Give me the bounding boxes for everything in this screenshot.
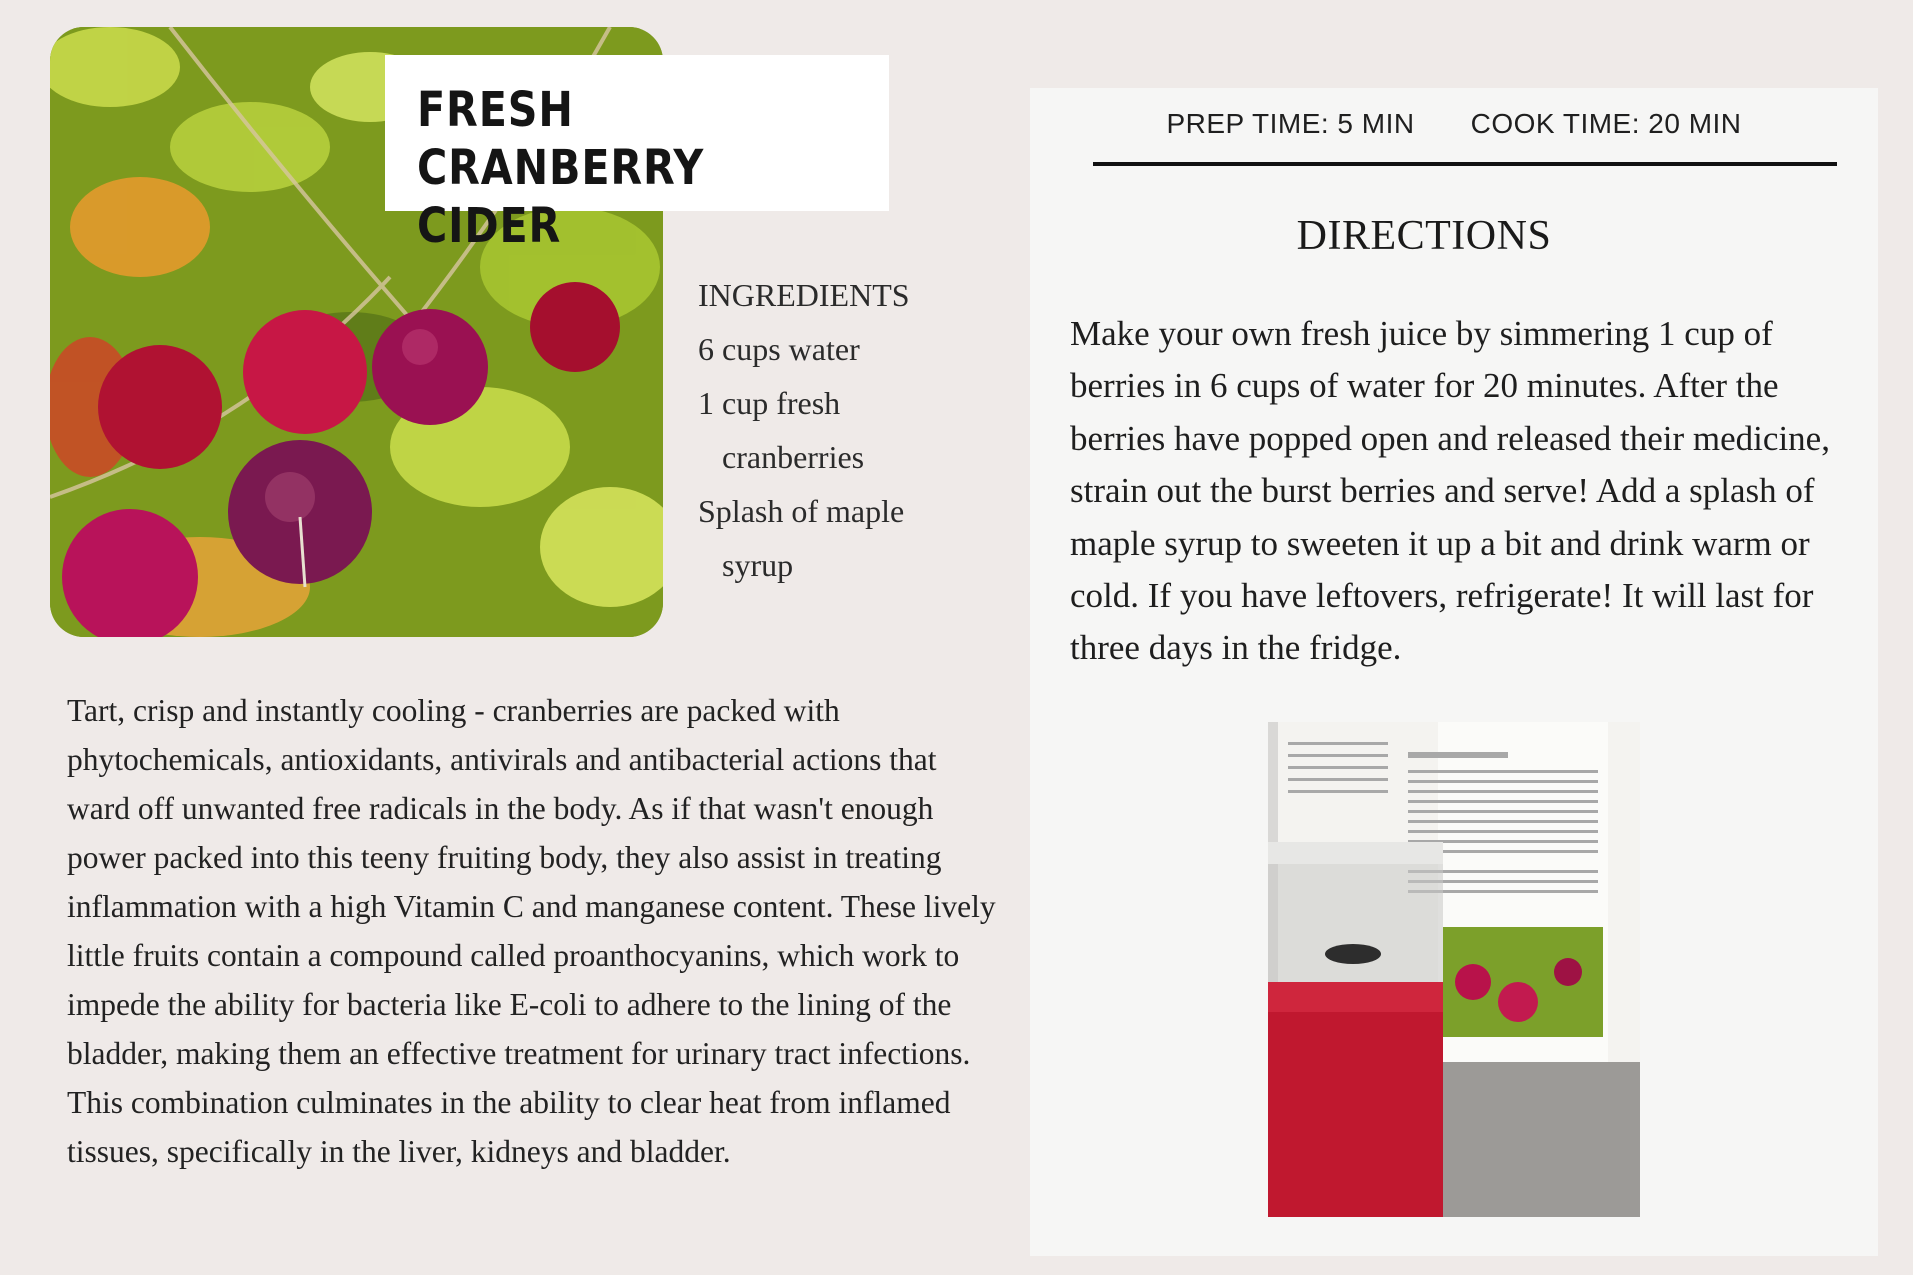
directions-heading: DIRECTIONS — [1296, 213, 1552, 259]
time-info — [1030, 108, 1878, 140]
prep-time: PREP TIME: 5 MIN — [1166, 108, 1415, 139]
directions-text: Make your own fresh juice by simmering 1 cup of berries in 6 cups of water for 20 minutes. After the berries have popped open and released their medicine, strain out the burst berries and serve! Add a splash of maple syrup to sweeten it up a bit and drink warm or cold. If you have leftovers, refrigerate! It will last for three days in the fridge. — [1070, 314, 1830, 668]
ingredient-item: 1 cup fresh cranberries — [698, 385, 865, 475]
cook-time: COOK TIME: 20 MIN — [1470, 108, 1742, 139]
title-box — [385, 55, 889, 254]
recipe-title-line-2: CIDER — [417, 198, 562, 254]
divider — [1093, 162, 1837, 166]
recipe-title — [417, 81, 814, 255]
cider-jar-photo — [1268, 722, 1640, 1217]
recipe-description: Tart, crisp and instantly cooling - cranberries are packed with phytochemicals, antioxidants, antivirals and antibacterial actions that ward off unwanted free radicals in the body. As if that wasn't enough power packed into this teeny fruiting body, they also assist in treating inflammation with a high Vitamin C and manganese content. These lively little fruits contain a compound called proanthocyanins, which work to impede the ability for bacteria like E-coli to adhere to the lining of the bladder, making them an effective treatment for urinary tract infections. This combination culminates in the ability to clear heat from inflamed tissues, specifically in the liver, kidneys and bladder. — [67, 693, 996, 1169]
recipe-title-line-1: FRESH CRANBERRY — [417, 82, 705, 196]
cider-jar-image — [1268, 722, 1640, 1217]
ingredients-heading: INGREDIENTS — [698, 277, 910, 313]
ingredient-item: Splash of maple syrup — [698, 493, 905, 583]
ingredients-list — [698, 268, 958, 592]
ingredient-item: 6 cups water — [698, 331, 860, 367]
